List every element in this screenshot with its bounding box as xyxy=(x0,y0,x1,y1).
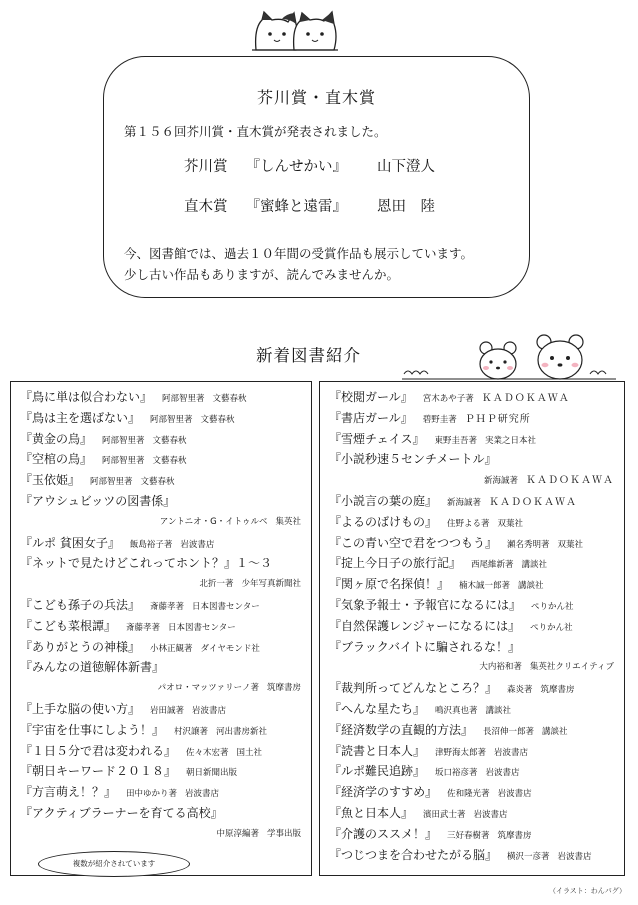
book-publisher: 岩波書店 xyxy=(485,768,520,779)
book-title: 『裁判所ってどんなところ？』 xyxy=(329,681,498,696)
book-entry xyxy=(20,700,305,717)
book-title: 『アクティブラーナーを育てる高校』 xyxy=(20,806,223,820)
book-entry xyxy=(329,721,618,738)
book-author: 長沼伸一郎著 xyxy=(483,726,535,737)
book-publisher: 岩波書店 xyxy=(192,706,227,716)
book-entry xyxy=(329,534,618,551)
book-entry xyxy=(20,617,305,634)
book-title: 『ブラックバイトに騙されるな！』 xyxy=(329,639,521,654)
book-author: 楠木誠一郎著 xyxy=(459,581,511,592)
book-entry xyxy=(20,534,305,551)
book-entry xyxy=(20,471,305,488)
book-entry xyxy=(329,762,618,779)
book-title: 『書店ガール』 xyxy=(329,410,413,425)
book-author: 阿部智里著 xyxy=(102,435,145,446)
bears-illustration xyxy=(402,334,616,382)
book-publisher: ダイヤモンド社 xyxy=(200,643,260,654)
book-publisher: 文藝春秋 xyxy=(140,477,175,488)
book-entry xyxy=(20,492,305,509)
book-entry xyxy=(329,679,618,696)
book-entry xyxy=(20,783,305,800)
book-publisher: 講談社 xyxy=(485,706,512,716)
book-author: 阿部智里著 xyxy=(162,394,205,404)
book-title: 『鳥に単は似合わない』 xyxy=(20,390,153,404)
book-publisher: 文藝春秋 xyxy=(152,435,187,446)
book-title: 『ルポ 貧困女子』 xyxy=(20,535,120,550)
book-author: 佐和隆光著 xyxy=(447,789,490,800)
book-author: 碧野圭著 xyxy=(422,414,457,425)
book-author: 坂口裕彦著 xyxy=(435,768,478,779)
book-title: 『経済数学の直観的方法』 xyxy=(329,722,474,737)
prize-work: 『しんせかい』 xyxy=(245,159,347,175)
new-books-left-column xyxy=(10,381,312,876)
book-entry xyxy=(329,825,618,842)
book-title: 『こども孫子の兵法』 xyxy=(20,598,141,612)
book-title: 『みんなの道徳解体新書』 xyxy=(20,660,165,675)
book-publisher: ＫＡＤＯＫＡＷＡ xyxy=(526,475,614,487)
book-title: 『黄金の烏』 xyxy=(20,431,93,446)
book-title: 『へんな星たち』 xyxy=(329,702,426,716)
book-entry xyxy=(20,575,305,589)
book-entry xyxy=(20,679,305,693)
book-title: 『玉依姫』 xyxy=(20,473,81,488)
book-publisher: 岩波書店 xyxy=(180,539,215,550)
book-title: 『魚と日本人』 xyxy=(329,806,414,820)
book-author: ぺりかん社 xyxy=(531,602,574,612)
book-entry xyxy=(329,596,618,613)
book-title: 『小説言の葉の庭』 xyxy=(329,494,438,508)
book-title: 『アウシュビッツの図書係』 xyxy=(20,494,176,508)
book-author: 北折一著 xyxy=(199,579,234,590)
book-entry xyxy=(20,513,305,527)
book-title: 『方言萌え！？』 xyxy=(20,785,117,800)
announcement-lead: 第１５６回芥川賞・直木賞が発表されました。 xyxy=(124,124,387,139)
book-title: 『この青い空で君をつつもう』 xyxy=(329,535,498,550)
book-author: 田中ゆかり著 xyxy=(126,789,178,800)
book-publisher: 実業之日本社 xyxy=(485,435,537,446)
book-publisher: 国土社 xyxy=(236,747,263,758)
book-entry xyxy=(20,596,305,613)
book-author: 瀬名秀明著 xyxy=(507,539,550,550)
note-bubble: 複数が紹介されています xyxy=(38,851,190,877)
book-publisher: 筑摩書房 xyxy=(497,830,532,841)
book-entry xyxy=(329,804,618,821)
book-title: 『宇宙を仕事にしよう！』 xyxy=(20,722,165,737)
book-title: 『上手な脳の使い方』 xyxy=(20,702,141,716)
book-title: 『つじつまを合わせたがる脳』 xyxy=(329,847,498,862)
book-publisher: 岩波書店 xyxy=(497,789,532,800)
book-entry xyxy=(329,575,618,592)
book-entry xyxy=(329,783,618,800)
book-title: 『空棺の烏』 xyxy=(20,452,93,467)
book-author: 斎藤孝著 xyxy=(150,602,185,612)
book-title: 『鳥は主を選ばない』 xyxy=(20,410,141,425)
book-author: 森炎著 xyxy=(507,685,533,696)
book-author: 津野海太郎著 xyxy=(435,747,487,758)
prize-work: 『蜜蜂と遠雷』 xyxy=(245,199,347,215)
book-publisher: ＰＨＰ研究所 xyxy=(464,413,531,425)
book-author: 村沢譲著 xyxy=(174,726,209,737)
book-publisher: 文藝春秋 xyxy=(152,456,187,467)
book-author: 阿部智里著 xyxy=(102,456,145,467)
new-books-title: 新着図書紹介 xyxy=(256,346,361,365)
book-title: 『雪煙チェイス』 xyxy=(329,431,425,446)
book-entry xyxy=(329,846,618,863)
book-publisher: 筑摩書房 xyxy=(540,685,575,696)
book-title: 『こども菜根譚』 xyxy=(20,618,117,633)
book-author: 小林正観著 xyxy=(150,643,193,654)
book-entry xyxy=(20,742,305,759)
book-author: パオロ・マッツァリーノ著 xyxy=(157,683,259,694)
book-publisher: 集英社 xyxy=(275,516,301,527)
book-title: 『ありがとうの神様』 xyxy=(20,639,141,654)
book-author: 濱田武士著 xyxy=(423,810,466,820)
book-author: 阿部智里著 xyxy=(150,414,193,425)
book-author: 宮木あや子著 xyxy=(422,394,474,404)
book-title: 『介護のススメ！』 xyxy=(329,826,438,841)
book-entry xyxy=(20,388,305,405)
book-entry xyxy=(20,430,305,447)
book-author: 佐々木宏著 xyxy=(186,747,229,758)
book-title: 『気象予報士・予報官になるには』 xyxy=(329,598,522,612)
book-entry xyxy=(329,638,618,655)
book-publisher: 学事出版 xyxy=(266,828,301,839)
prize-author: 山下澄人 xyxy=(377,159,435,175)
book-entry xyxy=(329,471,618,486)
book-publisher: 少年写真新聞社 xyxy=(241,579,301,590)
book-entry xyxy=(20,450,305,467)
book-publisher: 双葉社 xyxy=(497,518,524,529)
book-publisher: 岩波書店 xyxy=(494,747,529,758)
book-entry xyxy=(20,721,305,738)
book-title: 『自然保護レンジャーになるには』 xyxy=(329,618,521,633)
book-author: 住野よる著 xyxy=(447,518,490,529)
announcement-note-1: 今、図書館では、過去１０年間の受賞作品も展示しています。 xyxy=(124,246,474,261)
book-publisher: 文藝春秋 xyxy=(200,414,235,425)
akutagawa-row xyxy=(184,155,435,176)
book-author: 阿部智里著 xyxy=(90,477,133,488)
book-entry xyxy=(20,658,305,675)
new-books-right-column xyxy=(319,381,625,876)
book-entry xyxy=(329,617,618,634)
book-publisher: 集英社クリエイティブ xyxy=(529,662,614,673)
book-entry xyxy=(329,513,618,530)
book-publisher: ＫＡＤＯＫＡＷＡ xyxy=(489,497,578,508)
book-publisher: 岩波書店 xyxy=(557,851,592,862)
book-publisher: ＫＡＤＯＫＡＷＡ xyxy=(481,393,570,404)
book-title: 『校閲ガール』 xyxy=(329,390,413,404)
book-entry xyxy=(20,762,305,779)
book-publisher: 文藝春秋 xyxy=(212,394,247,404)
book-entry xyxy=(329,388,618,405)
book-publisher: 講談社 xyxy=(521,560,548,571)
book-entry xyxy=(20,825,305,839)
book-entry xyxy=(329,450,618,467)
prize-name: 芥川賞 xyxy=(184,159,228,175)
book-entry xyxy=(329,554,618,571)
book-entry xyxy=(329,409,618,426)
book-author: 東野圭吾著 xyxy=(434,435,478,446)
book-author: 新海誠著 xyxy=(447,498,482,508)
book-title: 『朝日キーワード２０１８』 xyxy=(20,764,177,779)
book-title: 『ネットで見たけどこれってホント？』１～３ xyxy=(20,556,273,571)
book-title: 『関ヶ原で名探偵！』 xyxy=(329,577,450,592)
illustration-credit: （イラスト：わんパグ） xyxy=(549,887,626,895)
book-publisher: 筑摩書房 xyxy=(266,683,301,694)
book-publisher: 河出書房新社 xyxy=(216,726,268,737)
book-title: 『ルポ難民追跡』 xyxy=(329,764,426,779)
book-author: 新海誠著 xyxy=(483,476,518,487)
book-title: 『掟上今日子の旅行記』 xyxy=(329,556,462,571)
book-author: 西尾維新著 xyxy=(471,560,514,571)
announcement-note-2: 少し古い作品もありますが、読んでみませんか。 xyxy=(124,267,400,282)
book-publisher: 岩波書店 xyxy=(473,810,508,820)
book-title: 『小説秒速５センチメートル』 xyxy=(329,452,497,467)
book-author: 大内裕和著 xyxy=(479,662,522,673)
book-author: 岩田誠著 xyxy=(150,706,185,716)
book-author: 横沢一彦著 xyxy=(507,851,550,862)
book-entry xyxy=(329,742,618,759)
prize-author: 恩田 陸 xyxy=(377,199,435,215)
cat-pair-illustration xyxy=(252,10,338,56)
book-publisher: 講談社 xyxy=(542,726,568,737)
book-entry xyxy=(20,804,305,821)
prize-name: 直木賞 xyxy=(184,199,228,215)
book-entry xyxy=(329,430,618,447)
book-author: アントニオ・G・イトゥルベ xyxy=(159,516,268,527)
book-entry xyxy=(20,638,305,655)
book-publisher: 講談社 xyxy=(518,581,544,592)
book-author: ぺりかん社 xyxy=(530,622,573,633)
book-entry xyxy=(329,700,618,717)
book-author: 中原淳編著 xyxy=(216,828,259,839)
book-title: 『１日５分で君は変われる』 xyxy=(20,743,177,758)
book-entry xyxy=(329,658,618,672)
book-publisher: 岩波書店 xyxy=(185,789,220,800)
book-title: 『よるのばけもの』 xyxy=(329,514,438,529)
book-entry xyxy=(20,554,305,571)
naoki-row xyxy=(184,195,435,216)
book-title: 『経済学のすすめ』 xyxy=(329,785,438,800)
book-author: 朝日新聞出版 xyxy=(186,768,238,779)
award-announcement-box xyxy=(103,56,530,298)
book-entry xyxy=(329,492,618,509)
book-title: 『読書と日本人』 xyxy=(329,743,426,758)
book-author: 鳴沢真也著 xyxy=(435,706,478,716)
book-publisher: 日本図書センター xyxy=(168,622,236,633)
book-entry xyxy=(20,409,305,426)
book-author: 斎藤孝著 xyxy=(126,622,161,633)
announcement-title: 芥川賞・直木賞 xyxy=(256,88,376,107)
book-publisher: 日本図書センター xyxy=(192,602,260,612)
book-publisher: 双葉社 xyxy=(557,539,584,550)
book-author: 飯島裕子著 xyxy=(129,539,173,550)
book-author: 三好春樹著 xyxy=(447,830,490,841)
